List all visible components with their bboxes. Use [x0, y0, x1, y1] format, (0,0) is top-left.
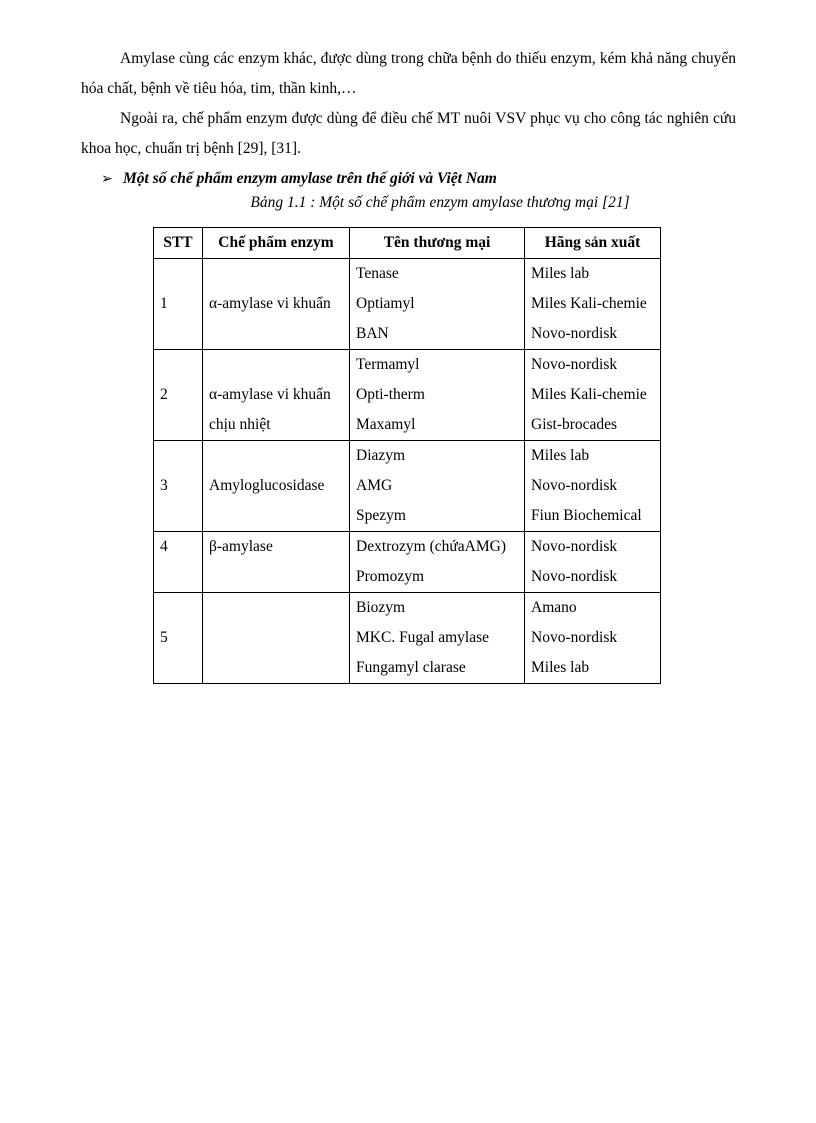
document-page: [81, 44, 736, 676]
table-caption: Bảng 1.1 : Một số chế phẩm enzym amylase thương mại [21]: [250, 194, 630, 211]
enzyme-products-table: [153, 227, 661, 684]
paragraph-amylase-medical: Amylase cùng các enzym khác, được dùng trong chữa bệnh do thiếu enzym, kém khả năng chuyển hóa chất, bệnh về tiêu hóa, tim, thần kinh,…: [81, 50, 736, 97]
cell-manufacturers: [525, 350, 661, 441]
header-enzyme: Chế phẩm enzym: [203, 228, 350, 259]
cell-stt: [154, 441, 203, 532]
trade-name: Biozym: [356, 599, 406, 616]
manufacturer: Miles lab: [531, 265, 590, 282]
stt-value: 2: [160, 386, 168, 403]
cell-manufacturers: [525, 441, 661, 532]
paragraph-culture-media: Ngoài ra, chế phẩm enzym được dùng để điều chế MT nuôi VSV phục vụ cho công tác nghiên cứu khoa học, chuẩn trị bệnh [29], [31].: [81, 110, 736, 157]
header-manufacturer: Hãng sản xuất: [525, 228, 661, 259]
cell-trade-names: [350, 441, 525, 532]
cell-manufacturers: [525, 532, 661, 593]
trade-name: Tenase: [356, 265, 399, 282]
cell-stt: [154, 259, 203, 350]
table-body: [154, 259, 661, 684]
stt-value: 4: [160, 538, 168, 555]
header-trade-name: Tên thương mại: [350, 228, 525, 259]
enzyme-value: α-amylase vi khuẩn: [209, 386, 331, 403]
cell-stt: [154, 350, 203, 441]
cell-enzyme: [203, 532, 350, 593]
table-row: [154, 350, 661, 441]
manufacturer: Fiun Biochemical: [531, 507, 642, 524]
trade-name: Promozym: [356, 568, 425, 585]
cell-enzyme: [203, 593, 350, 684]
manufacturer: Miles lab: [531, 447, 590, 464]
arrow-bullet-icon: ➢: [101, 172, 113, 187]
section-heading-text: Một số chế phẩm enzym amylase trên thế giới và Việt Nam: [123, 170, 497, 187]
cell-stt: [154, 532, 203, 593]
manufacturer: Novo-nordisk: [531, 325, 618, 342]
trade-name: Termamyl: [356, 356, 420, 373]
enzyme-value: β-amylase: [209, 538, 273, 555]
cell-trade-names: [350, 350, 525, 441]
trade-name: Maxamyl: [356, 416, 416, 433]
trade-name: MKC. Fugal amylase: [356, 629, 490, 646]
trade-name: Spezym: [356, 507, 406, 524]
cell-enzyme: [203, 259, 350, 350]
trade-name: Opti-therm: [356, 386, 425, 403]
cell-enzyme: [203, 441, 350, 532]
trade-name: Diazym: [356, 447, 406, 464]
table-row: [154, 532, 661, 593]
trade-name: Optiamyl: [356, 295, 415, 312]
table-row: [154, 593, 661, 684]
enzyme-value: α-amylase vi khuẩn: [209, 295, 331, 312]
enzyme-value: chịu nhiệt: [209, 416, 271, 433]
manufacturer: Miles Kali-chemie: [531, 386, 647, 403]
manufacturer: Miles Kali-chemie: [531, 295, 647, 312]
table-row: [154, 259, 661, 350]
table-row: [154, 441, 661, 532]
trade-name: BAN: [356, 325, 389, 342]
enzyme-value: Amyloglucosidase: [209, 477, 325, 494]
section-heading: [81, 164, 736, 194]
cell-trade-names: [350, 593, 525, 684]
manufacturer: Miles lab: [531, 659, 590, 676]
stt-value: 1: [160, 295, 168, 312]
manufacturer: Amano: [531, 599, 577, 616]
manufacturer: Novo-nordisk: [531, 568, 618, 585]
cell-manufacturers: [525, 593, 661, 684]
manufacturer: Gist-brocades: [531, 416, 618, 433]
cell-trade-names: [350, 532, 525, 593]
manufacturer: Novo-nordisk: [531, 477, 618, 494]
manufacturer: Novo-nordisk: [531, 629, 618, 646]
trade-name: Fungamyl clarase: [356, 659, 466, 676]
cell-manufacturers: [525, 259, 661, 350]
manufacturer: Novo-nordisk: [531, 538, 618, 555]
stt-value: 5: [160, 629, 168, 646]
stt-value: 3: [160, 477, 168, 494]
cell-stt: [154, 593, 203, 684]
table-header-row: [154, 228, 661, 259]
cell-enzyme: [203, 350, 350, 441]
manufacturer: Novo-nordisk: [531, 356, 618, 373]
trade-name: AMG: [356, 477, 393, 494]
trade-name: Dextrozym (chứaAMG): [356, 538, 507, 555]
cell-trade-names: [350, 259, 525, 350]
header-stt: STT: [154, 228, 203, 259]
